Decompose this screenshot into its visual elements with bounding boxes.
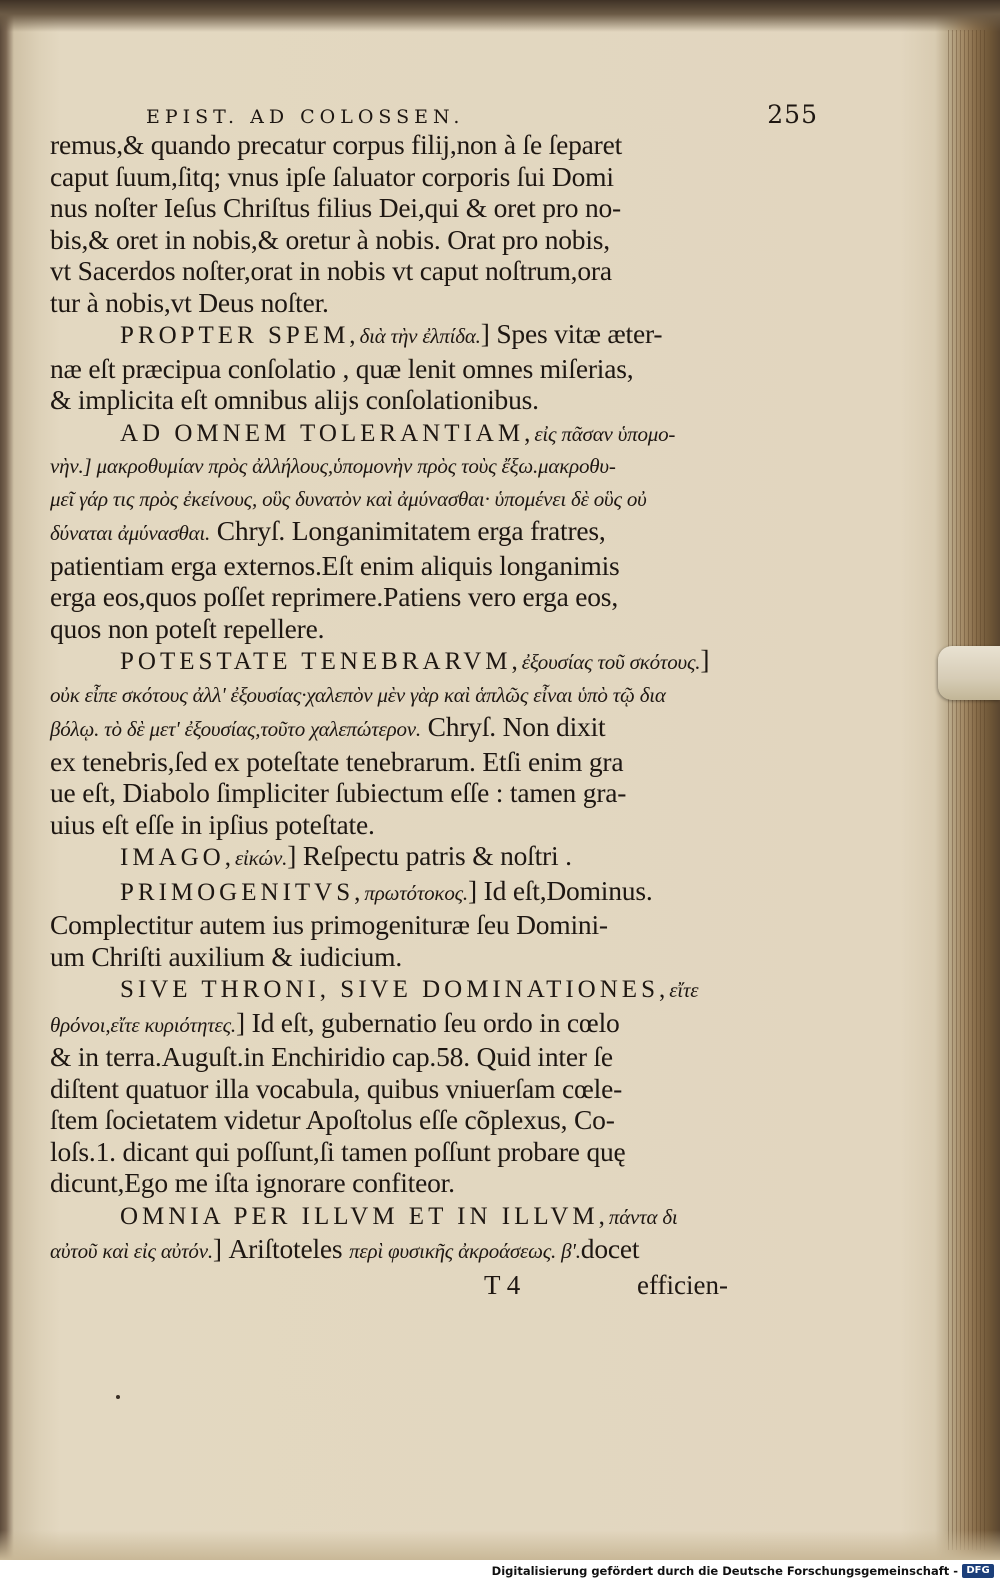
text-line bbox=[50, 746, 730, 778]
catchword: efficien- bbox=[637, 1269, 728, 1300]
greek-text: ἐξουσίας τοῦ σκότους. bbox=[521, 650, 701, 674]
latin-text: caput ſuum,ſitq; vnus ipſe ſaluator corporis ſui Domi bbox=[50, 160, 614, 192]
lemma: PROPTER SPEM, bbox=[120, 322, 360, 349]
latin-text: & in terra.Auguſt.in Enchiridio cap.58. Quid inter ſe bbox=[50, 1041, 613, 1072]
latin-text: ] Ariſtoteles bbox=[212, 1233, 350, 1264]
text-line bbox=[50, 941, 730, 973]
text-line bbox=[50, 581, 730, 613]
lemma: IMAGO, bbox=[120, 844, 235, 871]
text-line bbox=[50, 1199, 730, 1234]
greek-text: μεῖ γάρ τις πρὸς ἐκείνους, οὓς δυνατὸν καὶ ἀμύνασθαι· ὑπομένει δὲ οὓς οὐ bbox=[50, 486, 647, 511]
text-line bbox=[50, 450, 730, 483]
text-line bbox=[50, 840, 730, 875]
text-line bbox=[50, 1167, 730, 1199]
text-line bbox=[50, 318, 730, 353]
text-line bbox=[50, 711, 730, 746]
latin-text: bis,& oret in nobis,& oretur à nobis. Orat pro nobis, bbox=[50, 223, 610, 255]
dfg-logo: DFG bbox=[962, 1564, 994, 1578]
text-line bbox=[50, 353, 730, 385]
latin-text: erga eos,quos poſſet reprimere.Patiens vero erga eos, bbox=[50, 581, 618, 612]
text-line bbox=[50, 777, 730, 809]
greek-text: νὴν.] μακροθυμίαν πρὸς ἀλλήλους,ὑπομονὴν πρὸς τοὺς ἔξω.μακροθυ- bbox=[50, 454, 616, 478]
text-line bbox=[50, 483, 730, 516]
greek-text: πάντα δι bbox=[608, 1204, 678, 1229]
text-line bbox=[50, 192, 730, 224]
book-page-edges bbox=[948, 30, 988, 1550]
text-line bbox=[50, 1104, 730, 1136]
lemma: SIVE THRONI, SIVE DOMINATIONES, bbox=[120, 976, 670, 1003]
page-number: 255 bbox=[767, 100, 818, 129]
latin-text: nus noſter Ieſus Chriſtus filius Dei,qui & oret pro no- bbox=[50, 192, 622, 223]
greek-text: πρωτότοκος. bbox=[364, 880, 468, 905]
text-line bbox=[50, 909, 730, 941]
latin-text: ] Id eſt, gubernatio ſeu ordo in cœlo bbox=[235, 1006, 620, 1038]
bookmark-ribbon bbox=[938, 646, 1000, 700]
text-line bbox=[50, 224, 730, 256]
latin-text: diſtent quatuor illa vocabula, quibus vniuerſam cœle- bbox=[50, 1072, 623, 1104]
text-line bbox=[50, 1041, 730, 1073]
text-line bbox=[50, 972, 730, 1007]
lemma: AD OMNEM TOLERANTIAM, bbox=[120, 419, 535, 447]
text-line bbox=[50, 161, 730, 193]
text-line bbox=[50, 416, 730, 451]
greek-text: εἰς πᾶσαν ὑπομο- bbox=[534, 421, 676, 446]
text-line bbox=[50, 1233, 730, 1268]
latin-text: um Chriſti auxilium & iudicium. bbox=[50, 940, 403, 972]
greek-text: δύναται ἀμύνασθαι. bbox=[50, 521, 211, 545]
latin-text: ex tenebris,ſed ex poteſtate tenebrarum. Etſi enim gra bbox=[50, 745, 624, 777]
lemma: OMNIA PER ILLVM ET IN ILLVM, bbox=[120, 1202, 609, 1230]
greek-text: εἰκών. bbox=[234, 846, 288, 870]
running-header bbox=[146, 100, 818, 129]
latin-text: ] Spes vitæ æter- bbox=[480, 318, 663, 349]
latin-text: Chryſ. Longanimitatem erga fratres, bbox=[210, 515, 606, 546]
text-line bbox=[50, 384, 730, 416]
text-line bbox=[50, 1007, 730, 1042]
greek-text: διὰ τὴν ἐλπίδα. bbox=[359, 324, 481, 348]
latin-text: ue eſt, Diabolo ſimpliciter ſubiectum eſſe : tamen gra- bbox=[50, 777, 627, 808]
latin-text: Chryſ. Non dixit bbox=[420, 711, 606, 742]
latin-text: tur à nobis,vt Deus noſter. bbox=[50, 286, 329, 318]
page-text-block bbox=[50, 100, 818, 1302]
lemma: POTESTATE TENEBRARVM, bbox=[120, 648, 522, 675]
greek-text: περὶ φυσικῆς ἀκροάσεως. β'. bbox=[349, 1239, 581, 1263]
signature-mark: T 4 bbox=[484, 1269, 521, 1300]
latin-text: ſtem ſocietatem videtur Apoſtolus eſſe cõplexus, Co- bbox=[50, 1104, 615, 1135]
latin-text: uius eſt eſſe in ipſius poteſtate. bbox=[50, 808, 375, 840]
lemma: PRIMOGENITVS, bbox=[120, 878, 365, 906]
text-line bbox=[50, 875, 730, 910]
latin-text: næ eſt præcipua conſolatio , quæ lenit omnes miſerias, bbox=[50, 352, 634, 384]
text-line bbox=[50, 809, 730, 841]
text-line bbox=[50, 1073, 730, 1105]
text-line bbox=[50, 287, 730, 319]
greek-text: θρόνοι,εἴτε κυριότητες. bbox=[50, 1012, 236, 1037]
latin-text: quos non poteſt repellere. bbox=[50, 612, 325, 644]
text-line bbox=[50, 129, 730, 161]
latin-text: ] bbox=[700, 644, 710, 675]
running-title: EPIST. AD COLOSSEN. bbox=[146, 106, 465, 128]
text-line bbox=[50, 550, 730, 582]
text-line bbox=[50, 613, 730, 645]
latin-text: ] Reſpectu patris & noſtri . bbox=[287, 840, 572, 871]
latin-text: vt Sacerdos noſter,orat in nobis vt caput noſtrum,ora bbox=[50, 255, 612, 286]
text-lines bbox=[50, 129, 730, 1268]
text-line bbox=[50, 679, 730, 712]
latin-text: patientiam erga externos.Eſt enim aliquis longanimis bbox=[50, 549, 620, 581]
funding-credit: Digitalisierung gefördert durch die Deutsche Forschungsgemeinschaft - bbox=[491, 1564, 958, 1578]
ink-speck bbox=[116, 1395, 120, 1399]
text-line bbox=[50, 515, 730, 550]
page-footer bbox=[58, 1268, 728, 1302]
latin-text: loſs.1. dicant qui poſſunt,ſi tamen poſſunt probare quę bbox=[50, 1135, 626, 1167]
greek-text: αὐτοῦ καὶ εἰς αὐτόν. bbox=[50, 1239, 213, 1263]
latin-text: Complectitur autem ius primogenituræ ſeu Domini- bbox=[50, 909, 608, 940]
greek-text: οὐκ εἶπε σκότους ἀλλ' ἐξουσίας·χαλεπὸν μὲν γὰρ καὶ ἁπλῶς εἶναι ὑπὸ τῷ δια bbox=[50, 682, 666, 707]
greek-text: εἴτε bbox=[669, 978, 699, 1002]
greek-text: βόλῳ. τὸ δὲ μετ' ἐξουσίας,τοῦτο χαλεπώτερον. bbox=[50, 717, 421, 741]
latin-text: remus,& quando precatur corpus filij,non à ſe ſeparet bbox=[50, 129, 623, 160]
latin-text: & implicita eſt omnibus alijs conſolationibus. bbox=[50, 384, 539, 415]
latin-text: docet bbox=[580, 1233, 640, 1264]
text-line bbox=[50, 255, 730, 287]
text-line bbox=[50, 644, 730, 679]
text-line bbox=[50, 1136, 730, 1168]
digitization-credit-bar bbox=[0, 1560, 1000, 1582]
latin-text: dicunt,Ego me iſta ignorare confiteor. bbox=[50, 1167, 455, 1198]
latin-text: ] Id eſt,Dominus. bbox=[468, 874, 653, 906]
